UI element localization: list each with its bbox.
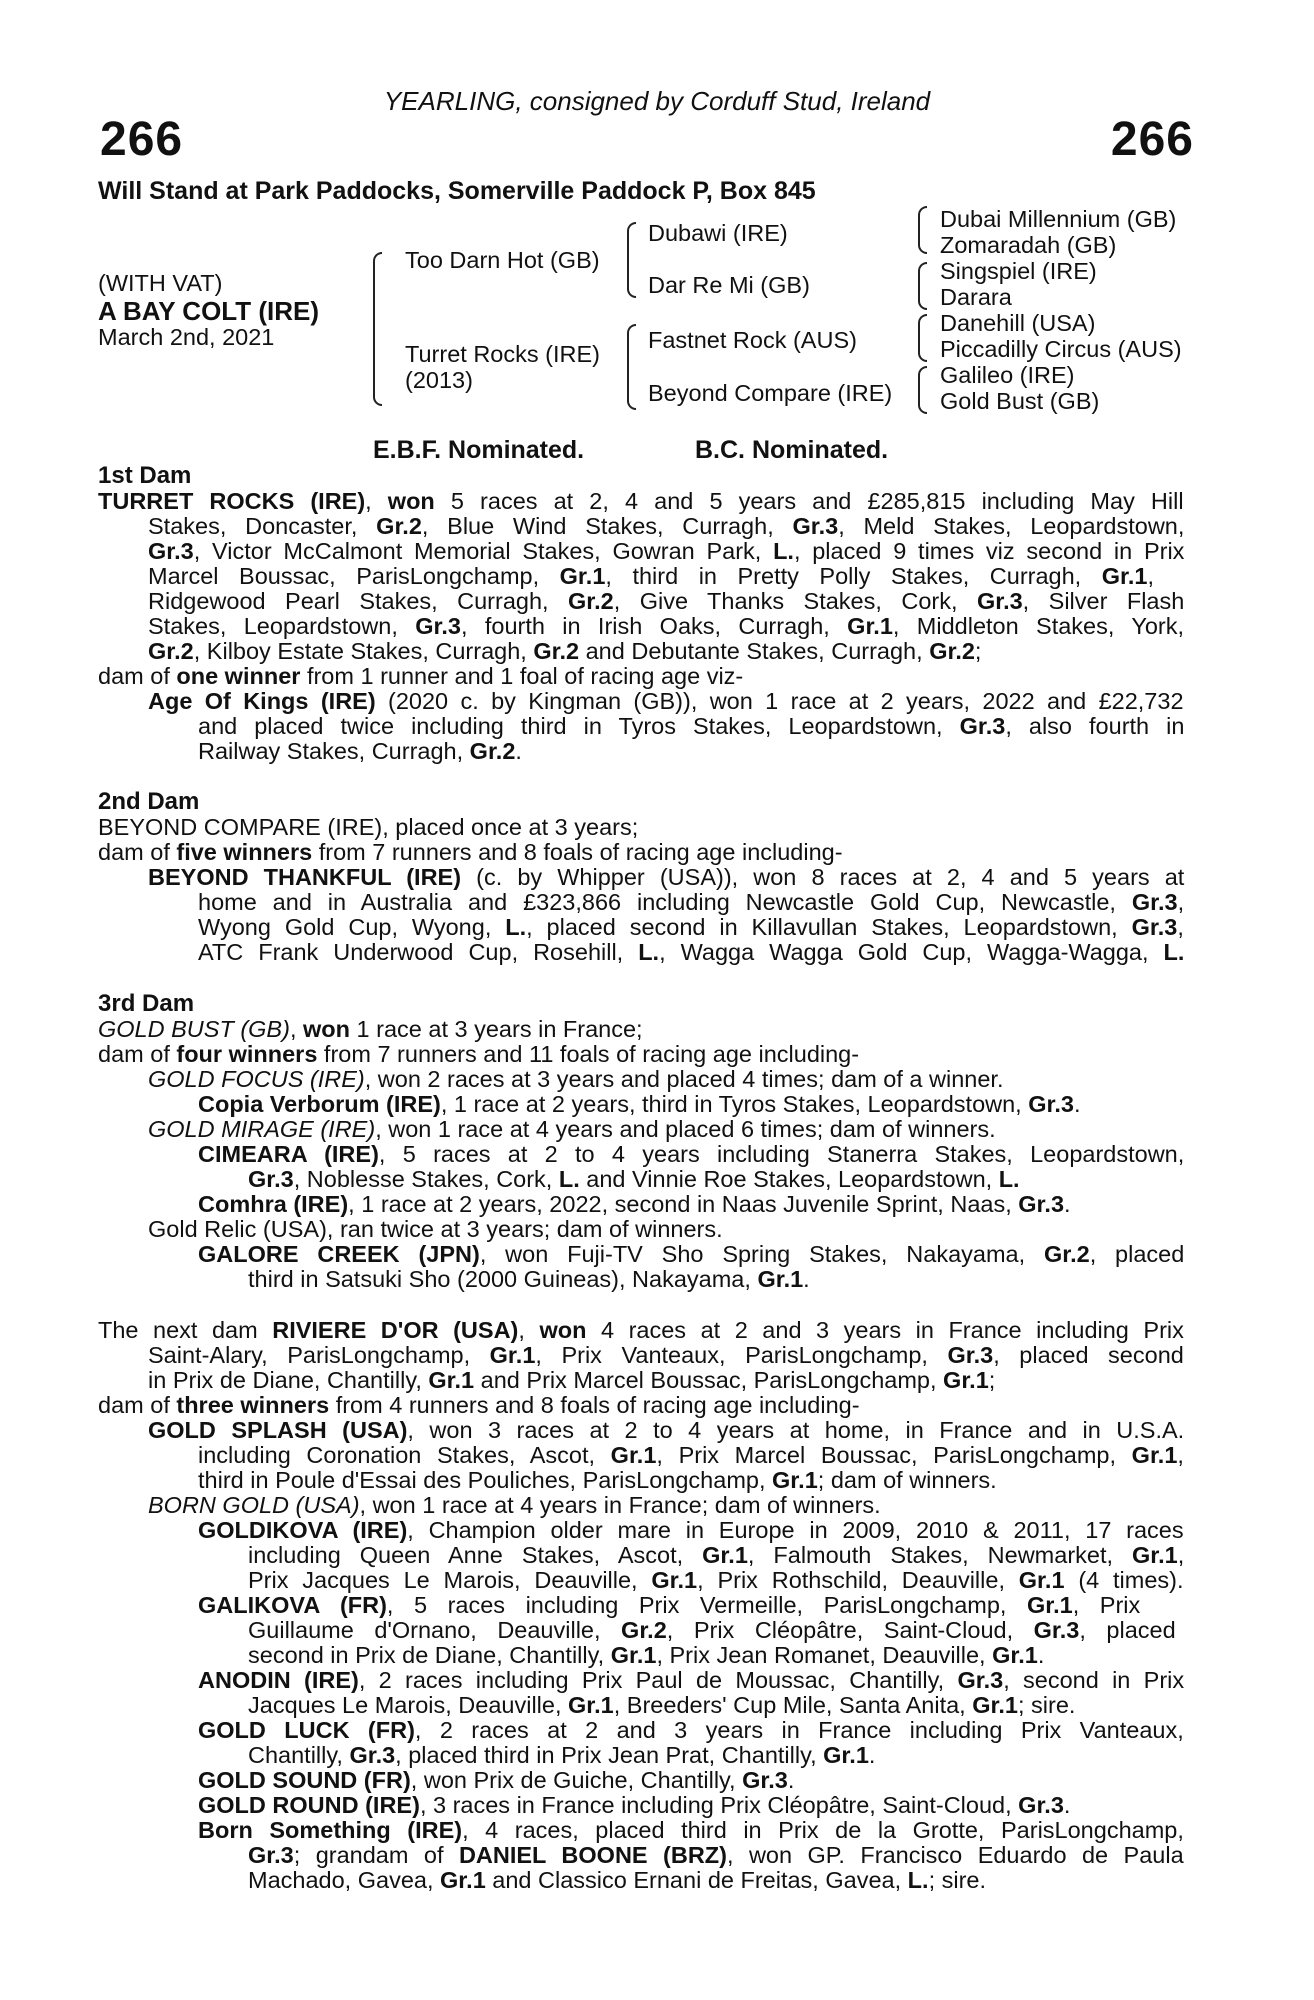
- bold-run: Gr.1: [972, 1692, 1018, 1718]
- brace-sd: [918, 262, 927, 310]
- brace-colt: [373, 252, 382, 406]
- text-run: , Silver Flash: [1022, 588, 1185, 614]
- text-run: , won Prix de Guiche, Chantilly,: [410, 1767, 743, 1793]
- foaling-date: March 2nd, 2021: [98, 324, 275, 350]
- text-line: [198, 1517, 1184, 1543]
- bold-run: GALIKOVA (FR): [198, 1592, 387, 1618]
- bold-run: Gr.1: [992, 1642, 1038, 1668]
- text-line: [148, 613, 1184, 639]
- text-line: [198, 889, 1184, 915]
- consignment-line: YEARLING, consigned by Corduff Stud, Ireland: [383, 86, 931, 116]
- bold-run: L.: [907, 1867, 929, 1893]
- text-run: , 2 races including Prix Paul de Moussac, Chantilly,: [358, 1667, 958, 1693]
- brace-dd: [918, 366, 927, 414]
- text-run: .: [1073, 1091, 1081, 1117]
- bold-run: Gr.1: [440, 1867, 486, 1893]
- text-run: ,: [518, 1317, 540, 1343]
- text-run: dam of: [98, 839, 177, 865]
- bold-run: Gr.1: [610, 1642, 657, 1668]
- bold-run: GOLDIKOVA (IRE): [198, 1517, 408, 1543]
- text-run: 4 races at 2 and 3 years in France including Prix: [586, 1317, 1184, 1343]
- text-run: .: [1064, 1191, 1071, 1217]
- text-line: [148, 538, 1184, 564]
- text-run: Gold Relic (USA), ran twice at 3 years; dam of winners.: [148, 1216, 723, 1242]
- text-run: , 5 races including Prix Vermeille, ParisLongchamp,: [386, 1592, 1027, 1618]
- bold-run: BEYOND THANKFUL (IRE): [148, 864, 462, 890]
- text-run: , won Fuji-TV Sho Spring Stakes, Nakayama,: [479, 1241, 1044, 1267]
- text-run: , placed second: [993, 1342, 1184, 1368]
- brace-dam: [627, 324, 636, 410]
- bold-run: Gr.2: [533, 638, 580, 664]
- bold-run: won: [387, 488, 435, 514]
- dam-sire-dam: Piccadilly Circus (AUS): [940, 336, 1182, 362]
- text-run: , third in Pretty Polly Stakes, Curragh,: [605, 563, 1102, 589]
- bold-run: Gr.2: [568, 588, 614, 614]
- text-line: [148, 1492, 881, 1518]
- bold-run: Gr.3: [248, 1842, 294, 1868]
- text-run: , Give Thanks Stakes, Cork,: [613, 588, 977, 614]
- bold-run: ANODIN (IRE): [198, 1667, 359, 1693]
- text-run: Stakes, Leopardstown,: [148, 613, 416, 639]
- text-run: .: [1037, 1642, 1045, 1668]
- text-run: ,: [1147, 563, 1155, 589]
- text-run: third in Satsuki Sho (2000 Guineas), Nakayama,: [248, 1266, 758, 1292]
- italic-run: GOLD FOCUS (IRE): [148, 1066, 365, 1092]
- bold-run: four winners: [176, 1041, 318, 1067]
- bold-run: Gr.1: [772, 1467, 818, 1493]
- third-dam-heading: 3rd Dam: [98, 990, 195, 1017]
- bold-run: Gr.1: [1131, 1442, 1178, 1468]
- text-run: , placed 9 times viz second in Prix: [793, 538, 1185, 564]
- text-line: [198, 1667, 1184, 1693]
- text-run: 1 race at 3 years in France;: [350, 1016, 643, 1042]
- text-run: The next dam: [98, 1317, 273, 1343]
- text-run: second in Prix de Diane, Chantilly,: [248, 1642, 611, 1668]
- text-run: , won 2 races at 3 years and placed 4 times; dam of a winner.: [364, 1066, 1004, 1092]
- text-run: , Meld Stakes, Leopardstown,: [838, 513, 1185, 539]
- text-line: [248, 1542, 1184, 1568]
- text-run: third in Poule d'Essai des Pouliches, ParisLongchamp,: [198, 1467, 773, 1493]
- bold-run: L.: [998, 1166, 1020, 1192]
- bold-run: Gr.1: [1026, 1592, 1073, 1618]
- text-line: [198, 1191, 1071, 1217]
- text-run: home and in Australia and £323,866 including Newcastle Gold Cup, Newcastle,: [198, 889, 1132, 915]
- bold-run: Gr.1: [568, 1692, 614, 1718]
- text-run: Chantilly,: [248, 1742, 350, 1768]
- italic-run: BORN GOLD (USA): [148, 1492, 360, 1518]
- dam-dam-sire: Galileo (IRE): [940, 362, 1075, 388]
- bold-run: Gr.1: [489, 1342, 536, 1368]
- text-run: including Queen Anne Stakes, Ascot,: [248, 1542, 703, 1568]
- text-run: , Falmouth Stakes, Newmarket,: [747, 1542, 1133, 1568]
- text-run: , won 3 races at 2 to 4 years at home, in France and in U.S.A.: [407, 1417, 1185, 1443]
- bold-run: Comhra (IRE): [198, 1191, 349, 1217]
- sire-dam: Dar Re Mi (GB): [648, 272, 810, 298]
- text-line: [98, 1016, 643, 1042]
- bold-run: L.: [638, 939, 660, 965]
- first-dam-heading: 1st Dam: [98, 462, 192, 489]
- italic-run: GOLD MIRAGE (IRE): [148, 1116, 376, 1142]
- text-run: from 1 runner and 1 foal of racing age viz-: [300, 663, 744, 689]
- bold-run: Gr.2: [148, 638, 194, 664]
- dam-sire: Fastnet Rock (AUS): [648, 327, 857, 353]
- bold-run: Gr.3: [1018, 1191, 1065, 1217]
- text-run: and Prix Marcel Boussac, ParisLongchamp,: [474, 1367, 944, 1393]
- text-run: .: [868, 1742, 876, 1768]
- text-run: from 7 runners and 8 foals of racing age including-: [312, 839, 843, 865]
- text-run: ,: [365, 488, 388, 514]
- dam-sire-sire: Danehill (USA): [940, 310, 1096, 336]
- sire-dam-sire: Singspiel (IRE): [940, 258, 1097, 284]
- text-line: [248, 1867, 986, 1893]
- text-line: [198, 738, 522, 764]
- text-line: [98, 1317, 1184, 1343]
- dam-year: (2013): [405, 367, 473, 393]
- bold-run: Gr.3: [947, 1342, 994, 1368]
- text-run: ;: [974, 638, 982, 664]
- text-run: dam of: [98, 1392, 177, 1418]
- bc-nomination: B.C. Nominated.: [695, 436, 889, 464]
- bold-run: Copia Verborum (IRE): [198, 1091, 441, 1117]
- text-line: [198, 1592, 1140, 1618]
- text-run: , Breeders' Cup Mile, Santa Anita,: [613, 1692, 973, 1718]
- stand-location: Will Stand at Park Paddocks, Somerville Paddock P, Box 845: [98, 177, 816, 205]
- text-line: [248, 1617, 1176, 1643]
- text-run: in Prix de Diane, Chantilly,: [148, 1367, 429, 1393]
- sire-dam-dam: Darara: [940, 284, 1012, 310]
- text-run: ,: [1177, 889, 1185, 915]
- text-line: [148, 1417, 1184, 1443]
- bold-run: Gr.1: [847, 613, 893, 639]
- dam: Turret Rocks (IRE): [405, 341, 600, 367]
- text-run: , 3 races in France including Prix Cléopâtre, Saint-Cloud,: [419, 1792, 1019, 1818]
- text-line: [248, 1692, 1075, 1718]
- text-run: including Coronation Stakes, Ascot,: [198, 1442, 611, 1468]
- bold-run: Gr.3: [148, 538, 194, 564]
- bold-run: Gr.3: [959, 713, 1006, 739]
- horse-name: A BAY COLT (IRE): [98, 296, 320, 326]
- text-run: Stakes, Doncaster,: [148, 513, 377, 539]
- text-run: , fourth in Irish Oaks, Curragh,: [460, 613, 848, 639]
- brace-ss: [918, 206, 927, 254]
- text-run: , placed: [1089, 1241, 1185, 1267]
- text-run: , 1 race at 2 years, 2022, second in Naas Juvenile Sprint, Naas,: [348, 1191, 1019, 1217]
- text-line: [198, 1442, 1184, 1468]
- text-run: ;: [988, 1367, 996, 1393]
- bold-run: GOLD SPLASH (USA): [148, 1417, 408, 1443]
- text-line: [98, 1392, 860, 1418]
- text-run: ; grandam of: [293, 1842, 459, 1868]
- bold-run: Gr.1: [1018, 1567, 1065, 1593]
- bold-run: Gr.1: [559, 563, 606, 589]
- bold-run: DANIEL BOONE (BRZ): [458, 1842, 727, 1868]
- dam-dam-dam: Gold Bust (GB): [940, 388, 1100, 414]
- text-run: ,: [1177, 1442, 1184, 1468]
- bold-run: Gr.3: [1131, 914, 1178, 940]
- text-run: , Prix Cléopâtre, Saint-Cloud,: [666, 1617, 1034, 1643]
- text-run: , won GP. Francisco Eduardo de Paula: [726, 1842, 1184, 1868]
- text-line: [198, 1717, 1184, 1743]
- second-dam-heading: 2nd Dam: [98, 788, 200, 815]
- text-line: [198, 1792, 1070, 1818]
- text-line: [148, 563, 1154, 589]
- bold-run: L.: [773, 538, 794, 564]
- text-line: [248, 1567, 1184, 1593]
- bold-run: L.: [505, 914, 527, 940]
- text-line: [198, 1091, 1081, 1117]
- bold-run: Gr.2: [1043, 1241, 1090, 1267]
- bold-run: Gr.3: [957, 1667, 1004, 1693]
- ebf-nomination: E.B.F. Nominated.: [373, 436, 585, 464]
- text-run: , Prix Vanteaux, ParisLongchamp,: [535, 1342, 948, 1368]
- bold-run: one winner: [176, 663, 301, 689]
- text-line: [148, 1342, 1184, 1368]
- text-run: , Noblesse Stakes, Cork,: [293, 1166, 559, 1192]
- bold-run: Gr.1: [702, 1542, 748, 1568]
- text-line: [198, 713, 1184, 739]
- text-line: [248, 1842, 1184, 1868]
- text-run: , won 1 race at 4 years in France; dam of winners.: [359, 1492, 881, 1518]
- text-line: [198, 1141, 1184, 1167]
- bold-run: Gr.2: [376, 513, 422, 539]
- text-run: and placed twice including third in Tyros Stakes, Leopardstown,: [198, 713, 960, 739]
- text-run: BEYOND COMPARE (IRE), placed once at 3 years;: [98, 814, 639, 840]
- bold-run: Gr.3: [1028, 1091, 1074, 1117]
- sire: Too Darn Hot (GB): [405, 247, 600, 273]
- text-run: dam of: [98, 663, 177, 689]
- bold-run: RIVIERE D'OR (USA): [272, 1317, 519, 1343]
- text-run: Saint-Alary, ParisLongchamp,: [148, 1342, 490, 1368]
- bold-run: Gr.1: [943, 1367, 989, 1393]
- bold-run: Gr.2: [621, 1617, 667, 1643]
- text-run: (4 times).: [1064, 1567, 1184, 1593]
- bold-run: Gr.1: [1101, 563, 1148, 589]
- bold-run: five winners: [176, 839, 313, 865]
- bold-run: won: [303, 1016, 350, 1042]
- text-line: [98, 1041, 859, 1067]
- brace-sire: [627, 222, 636, 298]
- text-run: , Blue Wind Stakes, Curragh,: [421, 513, 793, 539]
- bold-run: Gr.3: [742, 1767, 788, 1793]
- text-line: [98, 663, 743, 689]
- text-run: , Kilboy Estate Stakes, Curragh,: [193, 638, 534, 664]
- text-line: [248, 1742, 875, 1768]
- text-run: Railway Stakes, Curragh,: [198, 738, 470, 764]
- text-line: [148, 864, 1184, 890]
- text-run: .: [515, 738, 522, 764]
- bold-run: GOLD ROUND (IRE): [198, 1792, 420, 1818]
- text-run: , Prix Rothschild, Deauville,: [697, 1567, 1019, 1593]
- text-run: .: [787, 1767, 795, 1793]
- bold-run: won: [539, 1317, 587, 1343]
- dam-dam: Beyond Compare (IRE): [648, 380, 893, 406]
- text-run: dam of: [98, 1041, 177, 1067]
- text-run: ; sire.: [1017, 1692, 1076, 1718]
- lot-number-left: 266: [100, 113, 184, 166]
- bold-run: GOLD LUCK (FR): [198, 1717, 415, 1743]
- text-run: Jacques Le Marois, Deauville,: [248, 1692, 569, 1718]
- text-line: [98, 814, 638, 840]
- text-line: [198, 1817, 1184, 1843]
- bold-run: Gr.1: [757, 1266, 804, 1292]
- text-run: , placed third in Prix Jean Prat, Chantilly,: [395, 1742, 824, 1768]
- text-line: [98, 839, 843, 865]
- text-run: , Prix Marcel Boussac, ParisLongchamp,: [656, 1442, 1132, 1468]
- bold-run: Gr.3: [976, 588, 1023, 614]
- bold-run: Gr.1: [651, 1567, 698, 1593]
- text-run: , Prix: [1072, 1592, 1141, 1618]
- text-line: [198, 914, 1184, 940]
- bold-run: Gr.1: [1132, 1542, 1178, 1568]
- text-line: [148, 1116, 996, 1142]
- text-line: [148, 638, 981, 664]
- text-run: , Middleton Stakes, York,: [892, 613, 1185, 639]
- sire-sire-dam: Zomaradah (GB): [940, 232, 1117, 258]
- text-run: .: [803, 1266, 810, 1292]
- text-run: , won 1 race at 4 years and placed 6 times; dam of winners.: [375, 1116, 996, 1142]
- bold-run: Age Of Kings (IRE): [148, 688, 376, 714]
- text-line: [198, 939, 1184, 965]
- text-run: 5 races at 2, 4 and 5 years and £285,815 including May Hill: [434, 488, 1184, 514]
- text-run: , 2 races at 2 and 3 years in France including Prix Vanteaux,: [414, 1717, 1184, 1743]
- text-run: Marcel Boussac, ParisLongchamp,: [148, 563, 560, 589]
- text-line: [248, 1266, 810, 1292]
- bold-run: GALORE CREEK (JPN): [198, 1241, 480, 1267]
- text-run: , also fourth in: [1005, 713, 1185, 739]
- text-line: [148, 1066, 1004, 1092]
- sire-sire: Dubawi (IRE): [648, 220, 788, 246]
- bold-run: Gr.1: [428, 1367, 475, 1393]
- bold-run: Gr.1: [610, 1442, 657, 1468]
- text-run: and Vinnie Roe Stakes, Leopardstown,: [579, 1166, 999, 1192]
- text-run: ; sire.: [928, 1867, 987, 1893]
- text-run: ; dam of winners.: [817, 1467, 997, 1493]
- bold-run: GOLD SOUND (FR): [198, 1767, 411, 1793]
- bold-run: Gr.3: [1131, 889, 1178, 915]
- text-line: [148, 1216, 723, 1242]
- text-run: (2020 c. by Kingman (GB)), won 1 race at 2 years, 2022 and £22,732: [375, 688, 1184, 714]
- text-run: (c. by Whipper (USA)), won 8 races at 2, 4 and 5 years at: [461, 864, 1185, 890]
- bold-run: Gr.3: [248, 1166, 294, 1192]
- text-run: Ridgewood Pearl Stakes, Curragh,: [148, 588, 568, 614]
- bold-run: CIMEARA (IRE): [198, 1141, 379, 1167]
- italic-run: GOLD BUST (GB): [98, 1016, 290, 1042]
- text-run: , 1 race at 2 years, third in Tyros Stakes, Leopardstown,: [440, 1091, 1029, 1117]
- text-run: , 4 races, placed third in Prix de la Grotte, ParisLongchamp,: [462, 1817, 1184, 1843]
- text-run: and Debutante Stakes, Curragh,: [579, 638, 930, 664]
- text-line: [198, 1767, 794, 1793]
- bold-run: Gr.2: [469, 738, 516, 764]
- text-run: Machado, Gavea,: [248, 1867, 441, 1893]
- text-line: [248, 1642, 1044, 1668]
- bold-run: TURRET ROCKS (IRE): [98, 488, 366, 514]
- text-run: , Prix Jean Romanet, Deauville,: [656, 1642, 993, 1668]
- text-run: , Champion older mare in Europe in 2009, 2010 & 2011, 17 races: [407, 1517, 1184, 1543]
- text-run: , Wagga Wagga Gold Cup, Wagga-Wagga,: [659, 939, 1164, 965]
- sire-sire-sire: Dubai Millennium (GB): [940, 206, 1177, 232]
- bold-run: three winners: [176, 1392, 330, 1418]
- bold-run: L.: [1163, 939, 1185, 965]
- bold-run: Gr.3: [415, 613, 461, 639]
- text-run: , placed: [1079, 1617, 1176, 1643]
- text-run: ATC Frank Underwood Cup, Rosehill,: [198, 939, 639, 965]
- vat-note: (WITH VAT): [98, 270, 223, 296]
- text-run: ,: [1177, 1542, 1185, 1568]
- text-run: from 7 runners and 11 foals of racing age including-: [317, 1041, 860, 1067]
- bold-run: L.: [558, 1166, 580, 1192]
- text-line: [148, 588, 1184, 614]
- text-line: [248, 1166, 1020, 1192]
- text-line: [148, 688, 1184, 714]
- bold-run: Gr.2: [929, 638, 975, 664]
- text-run: Guillaume d'Ornano, Deauville,: [248, 1617, 622, 1643]
- bold-run: Gr.3: [1018, 1792, 1064, 1818]
- brace-ds: [918, 314, 927, 362]
- text-line: [148, 513, 1184, 539]
- text-line: [148, 1367, 995, 1393]
- bold-run: Gr.1: [823, 1742, 869, 1768]
- text-run: Wyong Gold Cup, Wyong,: [198, 914, 506, 940]
- lot-number-right: 266: [1110, 113, 1194, 166]
- text-run: , 5 races at 2 to 4 years including Stanerra Stakes, Leopardstown,: [378, 1141, 1185, 1167]
- bold-run: Gr.3: [792, 513, 839, 539]
- bold-run: Gr.3: [349, 1742, 396, 1768]
- text-run: from 4 runners and 8 foals of racing age including-: [329, 1392, 860, 1418]
- text-run: , Victor McCalmont Memorial Stakes, Gowran Park,: [193, 538, 774, 564]
- bold-run: Gr.3: [1033, 1617, 1080, 1643]
- text-run: and Classico Ernani de Freitas, Gavea,: [485, 1867, 908, 1893]
- text-line: [198, 1467, 997, 1493]
- text-run: .: [1063, 1792, 1071, 1818]
- text-run: ,: [289, 1016, 303, 1042]
- text-run: , second in Prix: [1003, 1667, 1185, 1693]
- text-run: , placed second in Killavullan Stakes, Leopardstown,: [526, 914, 1132, 940]
- text-line: [98, 488, 1184, 514]
- text-run: ,: [1177, 914, 1184, 940]
- text-run: Prix Jacques Le Marois, Deauville,: [248, 1567, 652, 1593]
- bold-run: Born Something (IRE): [198, 1817, 463, 1843]
- text-line: [198, 1241, 1184, 1267]
